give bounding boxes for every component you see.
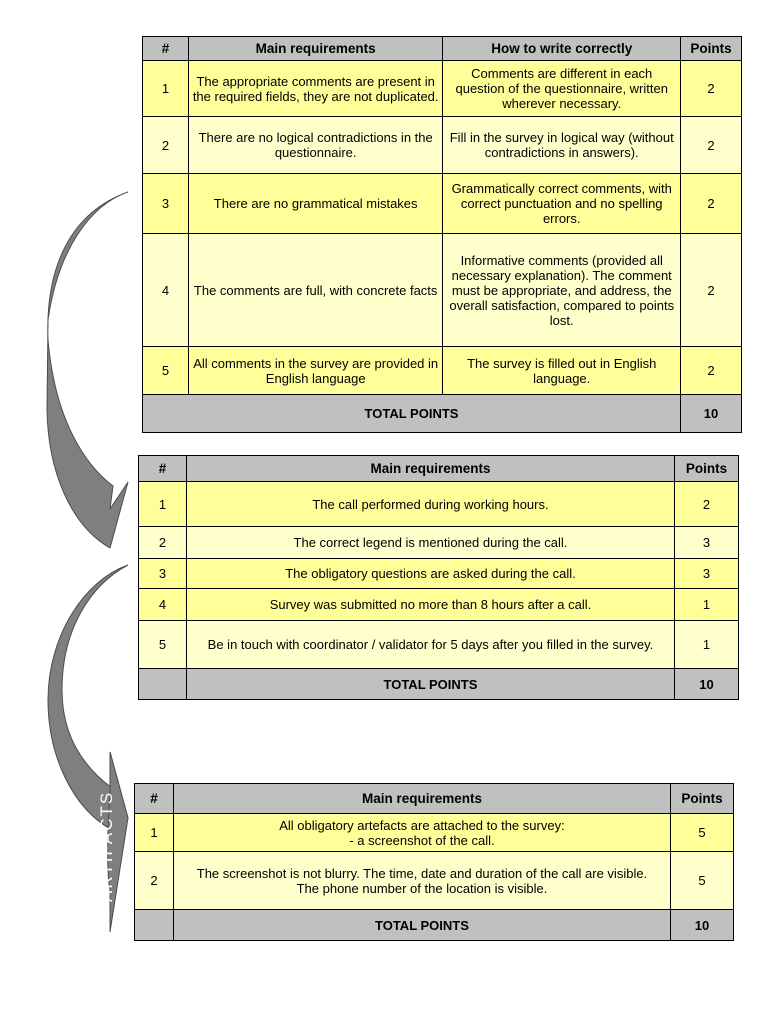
table-row <box>139 482 739 527</box>
table-row <box>135 852 734 910</box>
col-header-main-requirements: Main requirements <box>173 784 670 814</box>
row-number: 3 <box>139 559 187 589</box>
total-points: 10 <box>681 395 742 433</box>
col-header-points: Points <box>675 456 739 482</box>
table-row <box>139 527 739 559</box>
total-row <box>143 395 742 433</box>
table-row <box>143 174 742 234</box>
table-row <box>139 559 739 589</box>
row-number: 1 <box>135 814 174 852</box>
comments-table <box>142 36 742 433</box>
row-how-to-write: The survey is filled out in English language. <box>443 347 681 395</box>
row-points: 3 <box>675 559 739 589</box>
row-points: 5 <box>671 852 734 910</box>
row-requirement: The comments are full, with concrete facts <box>188 234 443 347</box>
total-number-blank <box>135 910 174 941</box>
row-requirement: All obligatory artefacts are attached to the survey: - a screenshot of the call. <box>173 814 670 852</box>
comments-arrow <box>47 192 128 548</box>
total-row <box>135 910 734 941</box>
row-number: 4 <box>139 589 187 621</box>
row-number: 1 <box>143 61 189 117</box>
row-points: 1 <box>675 621 739 669</box>
artifacts-table <box>134 783 734 941</box>
row-requirement: The call performed during working hours. <box>186 482 674 527</box>
row-requirement: The appropriate comments are present in the required fields, they are not duplicated. <box>188 61 443 117</box>
total-label: TOTAL POINTS <box>186 669 674 700</box>
row-number: 5 <box>139 621 187 669</box>
total-label: TOTAL POINTS <box>173 910 670 941</box>
total-number-blank <box>139 669 187 700</box>
col-header-main-requirements: Main requirements <box>188 37 443 61</box>
table-row <box>143 117 742 174</box>
row-points: 2 <box>681 347 742 395</box>
row-points: 2 <box>681 234 742 347</box>
row-number: 2 <box>139 527 187 559</box>
total-points: 10 <box>675 669 739 700</box>
row-how-to-write: Fill in the survey in logical way (without contradictions in answers). <box>443 117 681 174</box>
row-points: 2 <box>681 61 742 117</box>
col-header-number: # <box>143 37 189 61</box>
row-number: 3 <box>143 174 189 234</box>
artifacts-arrow-label: ARTIFACTS <box>97 790 116 902</box>
total-points: 10 <box>671 910 734 941</box>
scenario-arrow-label: SCENARIO <box>95 585 114 690</box>
comments-arrow-label: COMMENTS <box>93 217 112 333</box>
col-header-number: # <box>135 784 174 814</box>
table-header-row <box>135 784 734 814</box>
row-how-to-write: Grammatically correct comments, with correct punctuation and no spelling errors. <box>443 174 681 234</box>
total-label: TOTAL POINTS <box>143 395 681 433</box>
table-row <box>139 589 739 621</box>
row-points: 5 <box>671 814 734 852</box>
col-header-points: Points <box>671 784 734 814</box>
scenario-table <box>138 455 739 700</box>
table-header-row <box>139 456 739 482</box>
row-points: 1 <box>675 589 739 621</box>
table-header-row <box>143 37 742 61</box>
row-requirement: The screenshot is not blurry. The time, date and duration of the call are visible. The phone number of the location is visible. <box>173 852 670 910</box>
col-header-how-to-write: How to write correctly <box>443 37 681 61</box>
row-requirement: There are no grammatical mistakes <box>188 174 443 234</box>
row-number: 4 <box>143 234 189 347</box>
row-requirement: The correct legend is mentioned during the call. <box>186 527 674 559</box>
row-points: 2 <box>681 174 742 234</box>
row-requirement: There are no logical contradictions in the questionnaire. <box>188 117 443 174</box>
table-row <box>143 347 742 395</box>
table-row <box>139 621 739 669</box>
col-header-number: # <box>139 456 187 482</box>
table-row <box>143 61 742 117</box>
col-header-points: Points <box>681 37 742 61</box>
row-number: 2 <box>135 852 174 910</box>
table-row <box>143 234 742 347</box>
row-number: 2 <box>143 117 189 174</box>
row-requirement: Survey was submitted no more than 8 hours after a call. <box>186 589 674 621</box>
row-requirement: All comments in the survey are provided in English language <box>188 347 443 395</box>
row-requirement: Be in touch with coordinator / validator for 5 days after you filled in the survey. <box>186 621 674 669</box>
row-points: 2 <box>675 482 739 527</box>
row-number: 5 <box>143 347 189 395</box>
row-points: 3 <box>675 527 739 559</box>
col-header-main-requirements: Main requirements <box>186 456 674 482</box>
total-row <box>139 669 739 700</box>
table-row <box>135 814 734 852</box>
row-points: 2 <box>681 117 742 174</box>
row-how-to-write: Comments are different in each question of the questionnaire, written wherever necessary. <box>443 61 681 117</box>
row-requirement: The obligatory questions are asked during the call. <box>186 559 674 589</box>
row-how-to-write: Informative comments (provided all necessary explanation). The comment must be appropriate, and address, the overall satisfaction, compared to points lost. <box>443 234 681 347</box>
row-number: 1 <box>139 482 187 527</box>
